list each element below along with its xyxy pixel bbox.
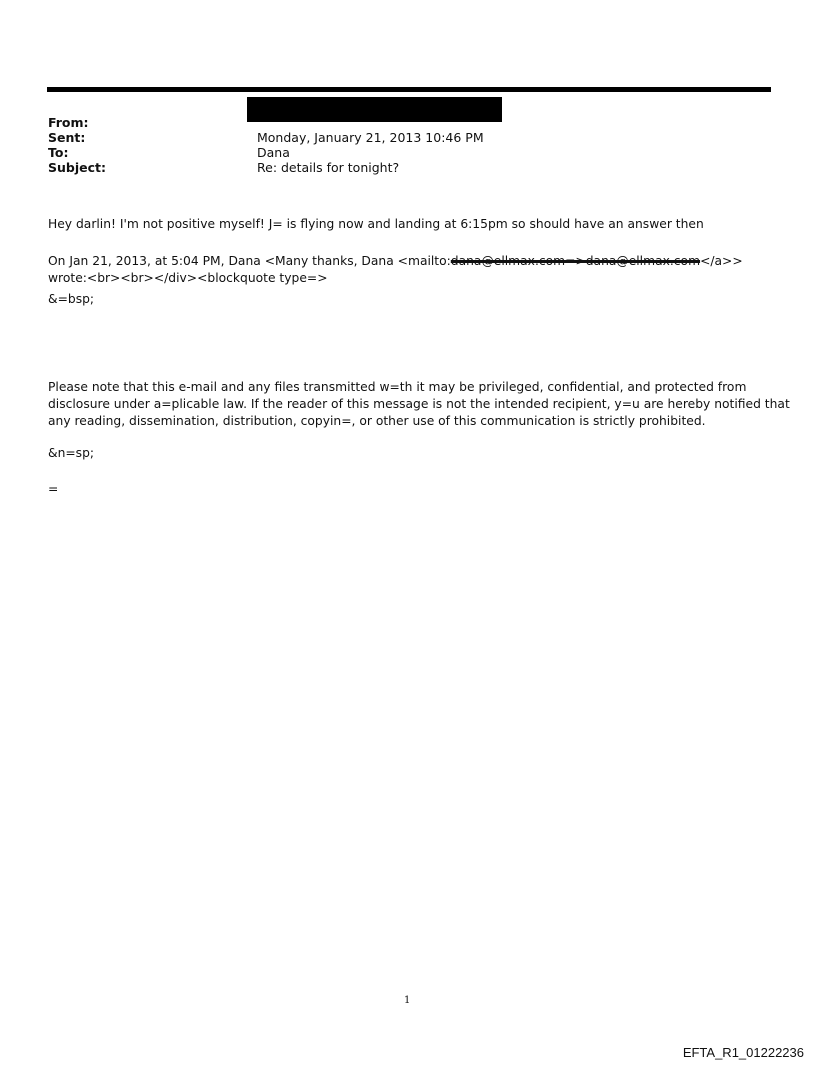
to-label: To: (48, 145, 69, 160)
sent-value: Monday, January 21, 2013 10:46 PM (257, 130, 484, 145)
quote-line-2: wrote:<br><br></div><blockquote type=> (48, 271, 328, 285)
equals-line: = (48, 482, 59, 496)
page-number: 1 (404, 995, 411, 1006)
disclaimer-line: disclosure under a=plicable law. If the reader of this message is not the intended recipient, y=u are hereby notified that (48, 397, 790, 411)
footer-id: EFTA_R1_01222236 (682, 1045, 804, 1060)
quote-line-1 (48, 254, 743, 268)
disclaimer-line: Please note that this e-mail and any files transmitted w=th it may be privileged, confidential, and protected from (48, 380, 747, 394)
quote-prefix: On Jan 21, 2013, at 5:04 PM, Dana <Many thanks, Dana <mailto: (48, 254, 451, 268)
quote-suffix: </a>> (700, 254, 743, 268)
redaction-box (247, 97, 502, 122)
header-rule (47, 87, 771, 92)
to-value: Dana (257, 145, 290, 160)
subject-label: Subject: (48, 160, 106, 175)
disclaimer-line: any reading, dissemination, distribution, copyin=, or other use of this communication is strictly prohibited. (48, 414, 706, 428)
subject-value: Re: details for tonight? (257, 160, 400, 175)
body-line: Hey darlin! I'm not positive myself! J= is flying now and landing at 6:15pm so should have an answer then (48, 217, 704, 231)
from-label: From: (48, 115, 89, 130)
sent-label: Sent: (48, 130, 86, 145)
redacted-email: dana@ellmax.com=>dana@ellmax.com (450, 254, 701, 268)
nbsp-line: &n=sp; (48, 446, 95, 460)
nbsp-line: &=bsp; (48, 292, 95, 306)
